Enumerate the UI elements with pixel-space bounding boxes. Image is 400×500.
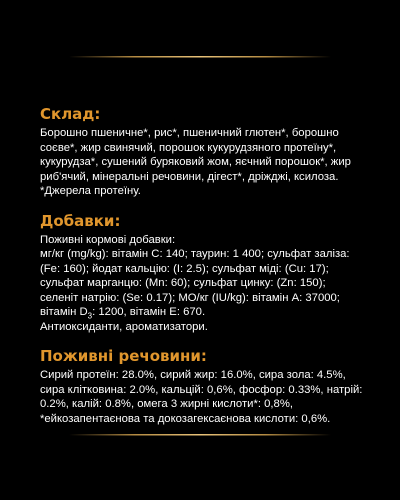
top-gold-divider (69, 56, 331, 58)
composition-section (40, 104, 366, 199)
label-content (40, 104, 366, 426)
nutrients-section (40, 346, 366, 426)
composition-heading: Склад: (40, 105, 101, 123)
additives-values-text: мг/кг (mg/kg): вітамін С: 140; таурин: 1 400; сульфат заліза: (Fe: 160); йодат кальцію: (I: 2.5); сульфат міді: (Cu: 17); сульфат марганцю: (Mn: 60); сульфат цинку: (Zn: 150); селеніт натрію: (Se: 0.17); МО/кг (IU/kg): вітамін А: 37000; вітамін D (40, 248, 350, 318)
bottom-gold-divider (69, 434, 331, 436)
nutrients-heading: Поживні речовини: (40, 347, 207, 365)
additives-section (40, 211, 366, 335)
additives-antioxidants: Антиоксиданти, ароматизатори. (40, 320, 208, 333)
vitamin-d-subscript: 3 (87, 311, 93, 321)
composition-text: Борошно пшеничне*, рис*, пшеничний глютен*, борошно соєве*, жир свинячий, порошок кукурудзяного протеїну*, кукурудза*, сушений буряковий жом, яєчний порошок*, жир риб'ячий, мінеральні речовини, дігест*, дріжджі, ксилоза. *Джерела протеїну. (40, 127, 351, 197)
nutrients-text: Сирий протеїн: 28.0%, сирий жир: 16.0%, сира зола: 4.5%, сира клітковина: 2.0%, кальцій: 0,6%, фосфор: 0.33%, натрій: 0.2%, калій: 0.8%, омега 3 жирні кислоти*: 0,8%, *ейкозапентаєнова та докозагексаєнова кислоти: 0,6%. (40, 369, 363, 425)
additives-values (40, 247, 366, 320)
additives-heading: Добавки: (40, 211, 121, 230)
additives-values-tail: : 1200, вітамін Е: 670. (92, 306, 206, 318)
additives-intro: Поживні кормові добавки: (40, 233, 176, 246)
